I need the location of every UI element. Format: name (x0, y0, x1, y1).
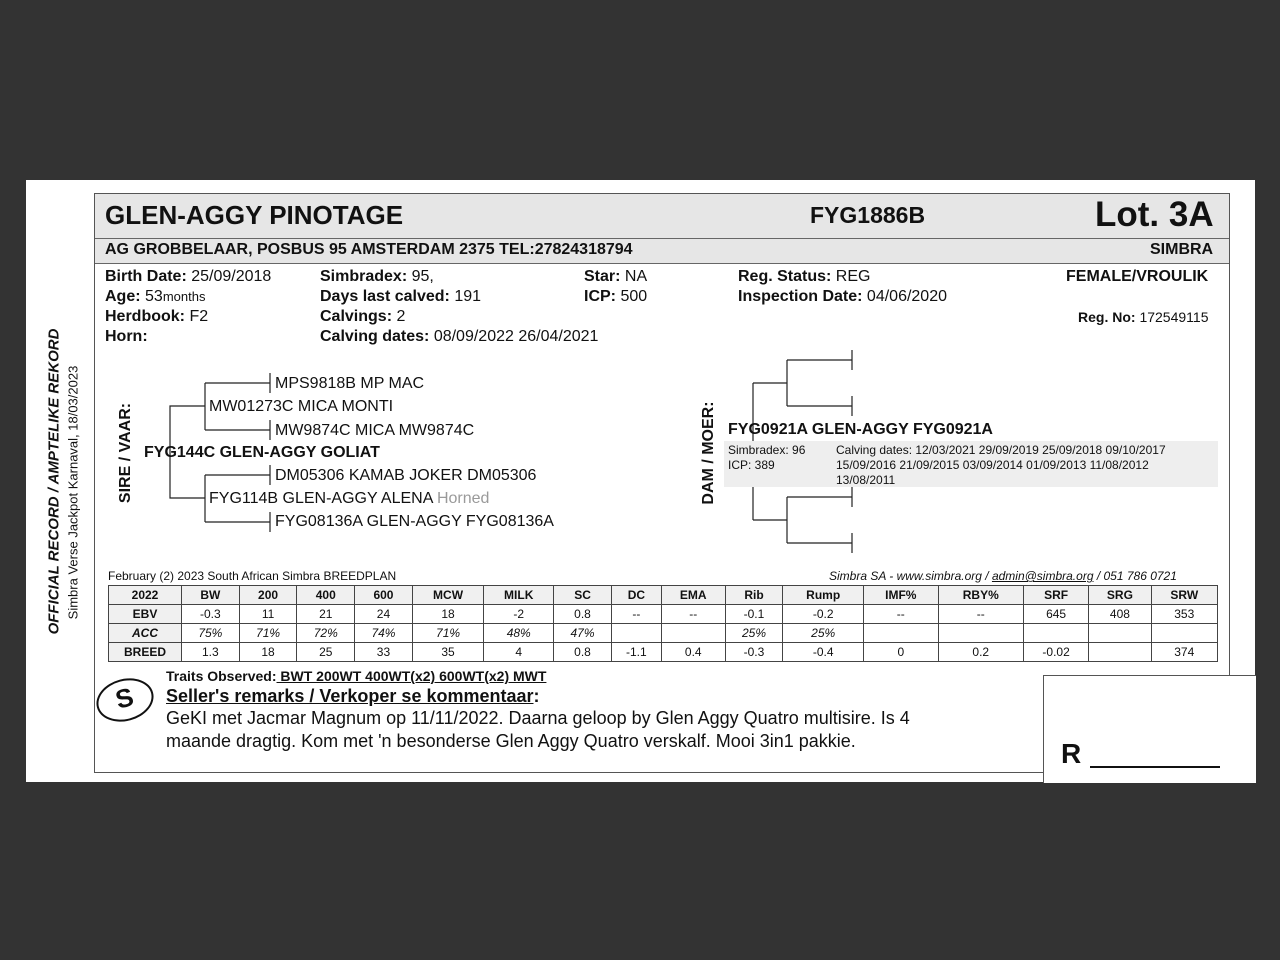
seller-logo: S (92, 672, 159, 728)
inspection-date: Inspection Date: 04/06/2020 (738, 288, 947, 305)
ebv-cell: -0.3 (725, 643, 783, 662)
ebv-cell (1023, 624, 1088, 643)
ebv-header-600: 600 (355, 586, 413, 605)
reg-status: Reg. Status: REG (738, 268, 871, 285)
ebv-cell: -1.1 (611, 643, 661, 662)
age: Age: 53months (105, 288, 206, 305)
ebv-cell: 75% (182, 624, 240, 643)
ebv-cell (864, 624, 939, 643)
calvings: Calvings: 2 (320, 308, 406, 325)
ebv-header-sc: SC (554, 586, 612, 605)
traits-observed: Traits Observed: BWT 200WT 400WT(x2) 600WT(x2) MWT (166, 668, 547, 684)
ebv-cell: 0 (864, 643, 939, 662)
ebv-cell: 4 (484, 643, 554, 662)
ebv-cell: 18 (239, 643, 297, 662)
ebv-cell: 25% (783, 624, 864, 643)
calving-dates: Calving dates: 08/09/2022 26/04/2021 (320, 328, 599, 345)
ebv-header-200: 200 (239, 586, 297, 605)
ebv-cell: 48% (484, 624, 554, 643)
dam-calving-dates-2: 15/09/2016 21/09/2015 03/09/2014 01/09/2013 11/08/2012 (836, 458, 1149, 472)
official-record-label: OFFICIAL RECORD / AMPTELIKE REKORD (45, 328, 63, 635)
sire-label: SIRE / VAAR: (117, 402, 134, 504)
price-input-line[interactable] (1090, 766, 1220, 768)
ebv-cell: 74% (355, 624, 413, 643)
ebv-cell: 33 (355, 643, 413, 662)
owner-line: AG GROBBELAAR, POSBUS 95 AMSTERDAM 2375 TEL:27824318794 (105, 241, 633, 258)
remarks-heading: Seller's remarks / Verkoper se kommentaar: (166, 686, 540, 706)
lot-number: Lot. 3A (1095, 195, 1214, 234)
ebv-cell: 408 (1089, 605, 1151, 624)
ebv-year-header: 2022 (109, 586, 182, 605)
ebv-cell: 72% (297, 624, 355, 643)
birth-date: Birth Date: 25/09/2018 (105, 268, 272, 285)
ebv-cell (1151, 624, 1217, 643)
ebv-cell (1089, 643, 1151, 662)
ebv-header-srf: SRF (1023, 586, 1088, 605)
ebv-cell: 25% (725, 624, 783, 643)
ebv-cell: 11 (239, 605, 297, 624)
ebv-cell: 353 (1151, 605, 1217, 624)
ebv-header-400: 400 (297, 586, 355, 605)
sire-dam-dam: FYG08136A GLEN-AGGY FYG08136A (275, 513, 554, 530)
horn: Horn: (105, 328, 148, 345)
dam-calving-dates-3: 13/08/2011 (836, 473, 896, 487)
ebv-cell: 25 (297, 643, 355, 662)
ebv-row-ebv (109, 605, 1218, 624)
ebv-cell: -2 (484, 605, 554, 624)
ebv-cell (938, 624, 1023, 643)
sire-dam: FYG114B GLEN-AGGY ALENA Horned (209, 490, 490, 507)
ebv-cell: 0.2 (938, 643, 1023, 662)
ebv-row-acc (109, 624, 1218, 643)
animal-name: GLEN-AGGY PINOTAGE (105, 200, 404, 230)
ebv-cell: -0.4 (783, 643, 864, 662)
ebv-header-rump: Rump (783, 586, 864, 605)
simbradex: Simbradex: 95, (320, 268, 434, 285)
ebv-cell: 47% (554, 624, 612, 643)
sire-sire-dam: MW9874C MICA MW9874C (275, 422, 475, 439)
sire-dam-sire: DM05306 KAMAB JOKER DM05306 (275, 467, 537, 484)
remarks-line-1: GeKI met Jacmar Magnum op 11/11/2022. Daarna geloop by Glen Aggy Quatro multisire. Is 4 (166, 708, 910, 728)
ebv-cell: 35 (412, 643, 483, 662)
ebv-cell: -- (864, 605, 939, 624)
ebv-cell: 18 (412, 605, 483, 624)
ebv-cell: -- (611, 605, 661, 624)
dam-icp: ICP: 389 (728, 458, 775, 472)
ebv-cell (611, 624, 661, 643)
ebv-cell: 0.8 (554, 643, 612, 662)
ebv-cell: 374 (1151, 643, 1217, 662)
ebv-header-bw: BW (182, 586, 240, 605)
ebv-cell: 645 (1023, 605, 1088, 624)
dam-name: FYG0921A GLEN-AGGY FYG0921A (728, 421, 993, 438)
ebv-row-label: ACC (109, 624, 182, 643)
ebv-header-dc: DC (611, 586, 661, 605)
ebv-cell: -- (938, 605, 1023, 624)
ebv-table (108, 585, 1218, 662)
ebv-cell: -0.1 (725, 605, 783, 624)
ebv-header-mcw: MCW (412, 586, 483, 605)
sex-label: FEMALE/VROULIK (1066, 268, 1209, 285)
ebv-cell: -0.2 (783, 605, 864, 624)
ebv-cell: -0.3 (182, 605, 240, 624)
breedplan-contact: Simbra SA - www.simbra.org / admin@simbra.org / 051 786 0721 (829, 569, 1177, 583)
ebv-header-imf: IMF% (864, 586, 939, 605)
days-last-calved: Days last calved: 191 (320, 288, 482, 305)
ebv-cell: 71% (239, 624, 297, 643)
ebv-cell (661, 624, 725, 643)
ebv-cell: -0.02 (1023, 643, 1088, 662)
icp: ICP: 500 (584, 288, 648, 305)
dam-label: DAM / MOER: (700, 401, 717, 505)
ebv-cell: 24 (355, 605, 413, 624)
sire-name: FYG144C GLEN-AGGY GOLIAT (144, 444, 380, 461)
breed-label: SIMBRA (1150, 241, 1214, 258)
sire-sire-sire: MPS9818B MP MAC (275, 375, 425, 392)
ebv-cell: 1.3 (182, 643, 240, 662)
ebv-header-ema: EMA (661, 586, 725, 605)
dam-calving-dates-1: Calving dates: 12/03/2021 29/09/2019 25/09/2018 09/10/2017 (836, 443, 1166, 457)
dam-simbradex: Simbradex: 96 (728, 443, 806, 457)
breedplan-source: February (2) 2023 South African Simbra BREEDPLAN (108, 569, 397, 583)
herdbook: Herdbook: F2 (105, 308, 209, 325)
sale-event-label: Simbra Verse Jackpot Karnaval, 18/03/2023 (65, 365, 81, 620)
ebv-row-label: BREED (109, 643, 182, 662)
reg-number: Reg. No: 172549115 (1078, 309, 1209, 325)
ebv-row-label: EBV (109, 605, 182, 624)
remarks-line-2: maande dragtig. Kom met 'n besonderse Glen Aggy Quatro verskalf. Mooi 3in1 pakkie. (166, 731, 856, 751)
animal-id: FYG1886B (810, 202, 926, 228)
ebv-cell: -- (661, 605, 725, 624)
ebv-cell: 0.4 (661, 643, 725, 662)
ebv-cell: 0.8 (554, 605, 612, 624)
sire-sire: MW01273C MICA MONTI (209, 398, 394, 415)
ebv-header-srg: SRG (1089, 586, 1151, 605)
ebv-cell: 71% (412, 624, 483, 643)
ebv-cell (1089, 624, 1151, 643)
ebv-cell: 21 (297, 605, 355, 624)
ebv-header-milk: MILK (484, 586, 554, 605)
star: Star: NA (584, 268, 648, 285)
ebv-header-rby: RBY% (938, 586, 1023, 605)
ebv-row-breed (109, 643, 1218, 662)
ebv-header-srw: SRW (1151, 586, 1217, 605)
price-label: R (1061, 738, 1082, 769)
ebv-header-rib: Rib (725, 586, 783, 605)
